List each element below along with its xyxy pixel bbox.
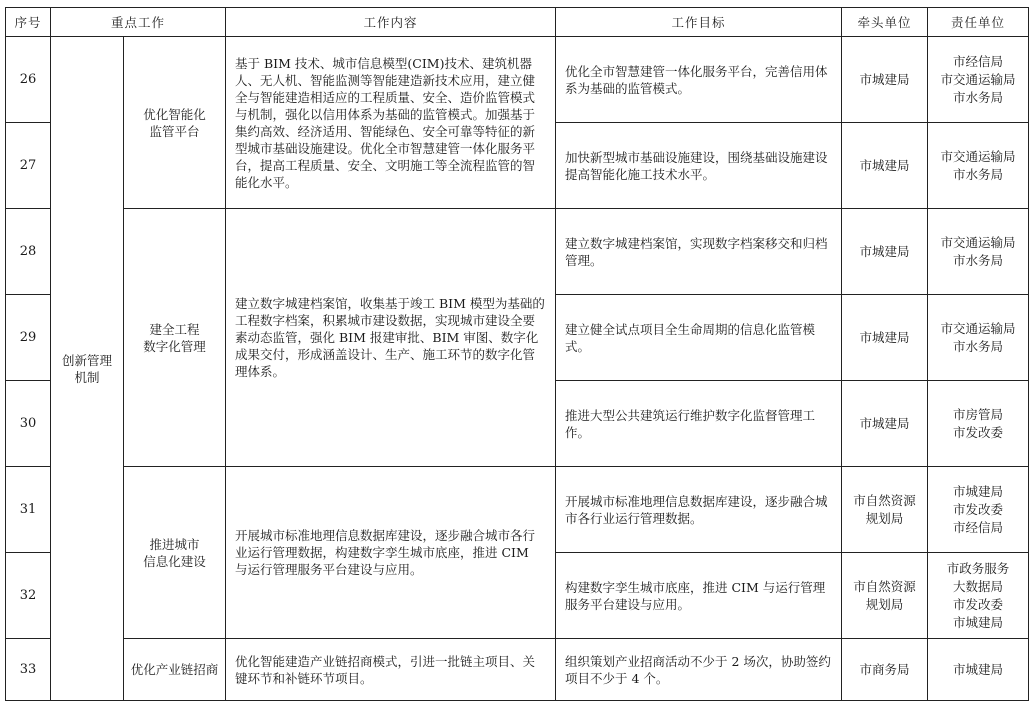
goal-cell: 开展城市标准地理信息数据库建设，逐步融合城市各行业运行管理数据。 <box>556 467 842 553</box>
responsible-unit-cell: 市政务服务 大数据局 市发改委 市城建局 <box>928 553 1029 639</box>
header-goal: 工作目标 <box>556 8 842 37</box>
seq-cell: 26 <box>6 37 51 123</box>
table-row <box>6 37 1029 123</box>
goal-cell: 优化全市智慧建管一体化服务平台，完善信用体系为基础的监管模式。 <box>556 37 842 123</box>
header-row <box>6 8 1029 37</box>
header-lead: 牵头单位 <box>842 8 928 37</box>
category-cell: 创新管理 机制 <box>51 37 124 701</box>
responsible-unit-cell: 市房管局 市发改委 <box>928 381 1029 467</box>
seq-cell: 28 <box>6 209 51 295</box>
seq-cell: 33 <box>6 639 51 701</box>
seq-cell: 29 <box>6 295 51 381</box>
work-content-cell: 基于 BIM 技术、城市信息模型(CIM)技术、建筑机器人、无人机、智能监测等智能建造新技术应用，建立健全与智能建造相适应的工程质量、安全、造价监管模式与机制，强化以信用体系为基础的监管模式。加强基于集约高效、经济适用、智能绿色、安全可靠等特征的新型城市基础设施建设。优化全市智慧建管一体化服务平台，提高工程质量、安全、文明施工等全流程监管的智能化水平。 <box>226 37 556 209</box>
key-work-cell: 建全工程 数字化管理 <box>124 209 226 467</box>
seq-cell: 32 <box>6 553 51 639</box>
responsible-unit-cell: 市交通运输局 市水务局 <box>928 295 1029 381</box>
work-content-cell: 开展城市标准地理信息数据库建设，逐步融合城市各行业运行管理数据，构建数字孪生城市底座，推进 CIM 与运行管理服务平台建设与应用。 <box>226 467 556 639</box>
lead-unit-cell: 市自然资源 规划局 <box>842 467 928 553</box>
goal-cell: 推进大型公共建筑运行维护数字化监督管理工作。 <box>556 381 842 467</box>
key-work-cell: 优化产业链招商 <box>124 639 226 701</box>
header-seq: 序号 <box>6 8 51 37</box>
responsible-unit-cell: 市经信局 市交通运输局 市水务局 <box>928 37 1029 123</box>
lead-unit-cell: 市城建局 <box>842 381 928 467</box>
lead-unit-cell: 市城建局 <box>842 209 928 295</box>
goal-cell: 构建数字孪生城市底座，推进 CIM 与运行管理服务平台建设与应用。 <box>556 553 842 639</box>
work-content-cell: 优化智能建造产业链招商模式，引进一批链主项目、关键环节和补链环节项目。 <box>226 639 556 701</box>
work-plan-table <box>5 7 1029 701</box>
key-work-cell: 优化智能化 监管平台 <box>124 37 226 209</box>
goal-cell: 建立数字城建档案馆，实现数字档案移交和归档管理。 <box>556 209 842 295</box>
goal-cell: 建立健全试点项目全生命周期的信息化监管模式。 <box>556 295 842 381</box>
table-row <box>6 639 1029 701</box>
lead-unit-cell: 市商务局 <box>842 639 928 701</box>
work-plan-table-wrapper <box>5 7 1029 701</box>
goal-cell: 加快新型城市基础设施建设，围绕基础设施建设提高智能化施工技术水平。 <box>556 123 842 209</box>
header-content: 工作内容 <box>226 8 556 37</box>
table-row <box>6 209 1029 295</box>
seq-cell: 30 <box>6 381 51 467</box>
seq-cell: 31 <box>6 467 51 553</box>
header-key-work: 重点工作 <box>51 8 226 37</box>
table-row <box>6 467 1029 553</box>
lead-unit-cell: 市城建局 <box>842 37 928 123</box>
responsible-unit-cell: 市交通运输局 市水务局 <box>928 123 1029 209</box>
key-work-cell: 推进城市 信息化建设 <box>124 467 226 639</box>
lead-unit-cell: 市城建局 <box>842 295 928 381</box>
work-content-cell: 建立数字城建档案馆，收集基于竣工 BIM 模型为基础的工程数字档案，积累城市建设数据，实现城市建设全要素动态监管，强化 BIM 报建审批、BIM 审图、数字化成果交付，形成涵盖设计、生产、施工环节的数字化管理体系。 <box>226 209 556 467</box>
responsible-unit-cell: 市城建局 市发改委 市经信局 <box>928 467 1029 553</box>
goal-cell: 组织策划产业招商活动不少于 2 场次，协助签约项目不少于 4 个。 <box>556 639 842 701</box>
lead-unit-cell: 市城建局 <box>842 123 928 209</box>
responsible-unit-cell: 市交通运输局 市水务局 <box>928 209 1029 295</box>
responsible-unit-cell: 市城建局 <box>928 639 1029 701</box>
seq-cell: 27 <box>6 123 51 209</box>
lead-unit-cell: 市自然资源 规划局 <box>842 553 928 639</box>
header-responsible: 责任单位 <box>928 8 1029 37</box>
